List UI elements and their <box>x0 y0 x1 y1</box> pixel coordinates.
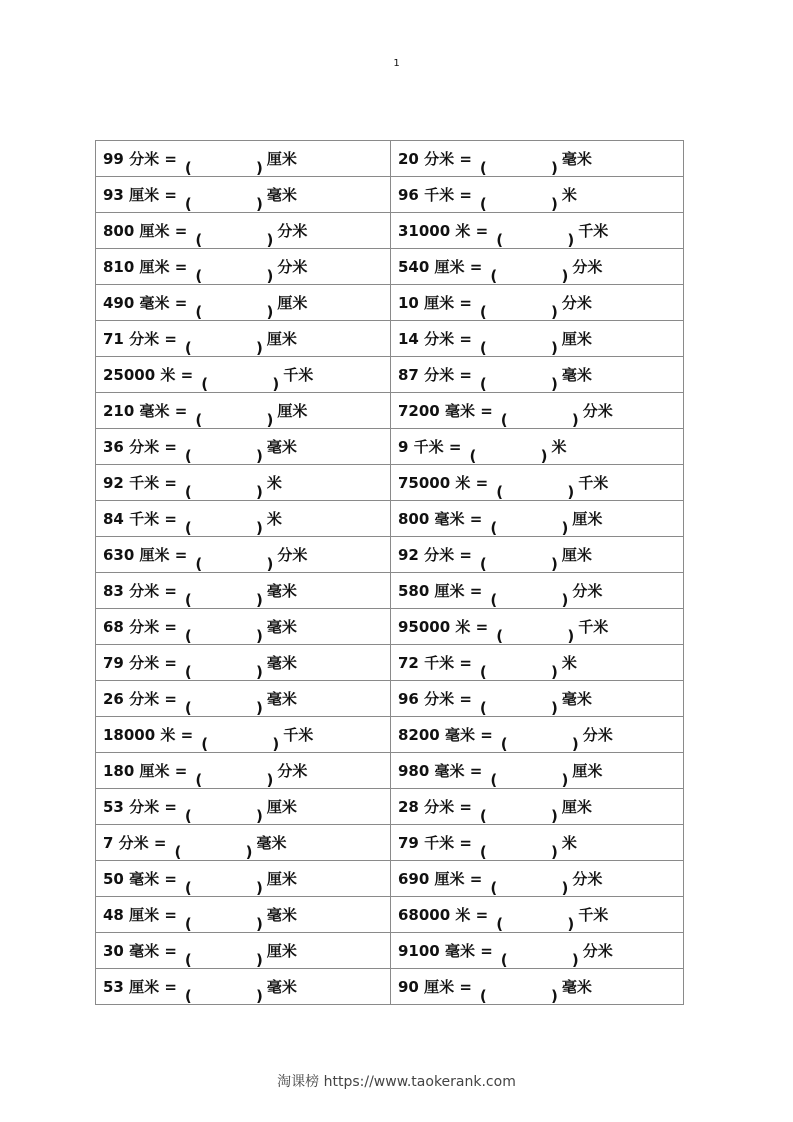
table-row <box>96 645 684 681</box>
close-paren: ) <box>256 590 263 609</box>
question-expression: 50 毫米 = <box>103 870 177 888</box>
close-paren: ) <box>266 266 274 285</box>
question-expression: 71 分米 = <box>103 330 177 348</box>
target-unit: 米 <box>561 834 577 852</box>
target-unit: 毫米 <box>266 978 297 996</box>
conversion-question <box>96 141 391 177</box>
open-paren: ( <box>500 950 508 969</box>
open-paren: ( <box>195 410 203 429</box>
close-paren: ) <box>551 338 558 357</box>
question-expression: 93 厘米 = <box>103 186 177 204</box>
close-paren: ) <box>551 986 558 1005</box>
close-paren: ) <box>571 950 579 969</box>
question-expression: 630 厘米 = <box>103 546 188 564</box>
open-paren: ( <box>201 734 209 753</box>
close-paren: ) <box>551 374 558 393</box>
question-expression: 53 分米 = <box>103 798 177 816</box>
open-paren: ( <box>479 194 487 213</box>
conversion-question <box>96 753 391 789</box>
question-expression: 48 厘米 = <box>103 906 177 924</box>
conversion-question <box>391 825 684 861</box>
open-paren: ( <box>490 878 498 897</box>
table-row <box>96 213 684 249</box>
question-expression: 10 厘米 = <box>398 294 472 312</box>
question-expression: 75000 米 = <box>398 474 489 492</box>
conversion-question <box>96 897 391 933</box>
conversion-question <box>96 285 391 321</box>
table-row <box>96 141 684 177</box>
open-paren: ( <box>184 158 192 177</box>
target-unit: 毫米 <box>266 654 297 672</box>
target-unit: 厘米 <box>561 546 592 564</box>
target-unit: 米 <box>266 510 282 528</box>
target-unit: 毫米 <box>256 834 287 852</box>
question-expression: 180 厘米 = <box>103 762 188 780</box>
table-row <box>96 609 684 645</box>
conversion-question <box>391 969 684 1005</box>
target-unit: 千米 <box>283 366 314 384</box>
question-expression: 800 厘米 = <box>103 222 188 240</box>
question-expression: 26 分米 = <box>103 690 177 708</box>
target-unit: 米 <box>561 654 577 672</box>
question-expression: 68000 米 = <box>398 906 489 924</box>
table-row <box>96 969 684 1005</box>
target-unit: 米 <box>551 438 567 456</box>
close-paren: ) <box>256 518 263 537</box>
table-row <box>96 753 684 789</box>
open-paren: ( <box>479 158 487 177</box>
open-paren: ( <box>195 554 203 573</box>
close-paren: ) <box>256 698 263 717</box>
target-unit: 毫米 <box>561 150 592 168</box>
close-paren: ) <box>571 734 579 753</box>
target-unit: 毫米 <box>561 690 592 708</box>
table-row <box>96 825 684 861</box>
open-paren: ( <box>184 482 192 501</box>
target-unit: 分米 <box>572 258 603 276</box>
table-row <box>96 573 684 609</box>
close-paren: ) <box>256 482 263 501</box>
conversion-question <box>391 609 684 645</box>
target-unit: 毫米 <box>266 186 297 204</box>
open-paren: ( <box>479 662 487 681</box>
target-unit: 毫米 <box>266 690 297 708</box>
table-row <box>96 681 684 717</box>
close-paren: ) <box>266 770 274 789</box>
conversion-question <box>96 393 391 429</box>
close-paren: ) <box>551 698 558 717</box>
close-paren: ) <box>561 878 569 897</box>
table-row <box>96 357 684 393</box>
open-paren: ( <box>184 194 192 213</box>
question-expression: 96 千米 = <box>398 186 472 204</box>
conversion-question <box>391 933 684 969</box>
target-unit: 千米 <box>578 906 609 924</box>
target-unit: 毫米 <box>561 978 592 996</box>
conversion-question <box>391 753 684 789</box>
close-paren: ) <box>256 338 263 357</box>
conversion-question <box>391 429 684 465</box>
conversion-question <box>96 537 391 573</box>
open-paren: ( <box>490 590 498 609</box>
close-paren: ) <box>561 590 569 609</box>
question-expression: 9 千米 = <box>398 438 462 456</box>
close-paren: ) <box>256 194 263 213</box>
close-paren: ) <box>567 230 575 249</box>
conversion-question <box>391 285 684 321</box>
target-unit: 厘米 <box>266 798 297 816</box>
close-paren: ) <box>272 374 280 393</box>
conversion-question <box>96 213 391 249</box>
close-paren: ) <box>266 410 274 429</box>
close-paren: ) <box>567 914 575 933</box>
open-paren: ( <box>479 698 487 717</box>
table-row <box>96 537 684 573</box>
close-paren: ) <box>561 770 569 789</box>
open-paren: ( <box>184 986 192 1005</box>
close-paren: ) <box>551 194 558 213</box>
conversion-question <box>96 717 391 753</box>
question-expression: 36 分米 = <box>103 438 177 456</box>
conversion-question <box>391 789 684 825</box>
question-expression: 800 毫米 = <box>398 510 483 528</box>
close-paren: ) <box>551 806 558 825</box>
question-expression: 68 分米 = <box>103 618 177 636</box>
open-paren: ( <box>500 410 508 429</box>
target-unit: 毫米 <box>266 582 297 600</box>
target-unit: 分米 <box>572 870 603 888</box>
table-row <box>96 321 684 357</box>
target-unit: 分米 <box>277 258 308 276</box>
conversion-question <box>96 645 391 681</box>
conversion-question <box>391 537 684 573</box>
target-unit: 千米 <box>578 474 609 492</box>
close-paren: ) <box>256 662 263 681</box>
open-paren: ( <box>184 338 192 357</box>
open-paren: ( <box>184 698 192 717</box>
conversion-question <box>96 249 391 285</box>
table-row <box>96 789 684 825</box>
conversion-question <box>96 321 391 357</box>
conversion-question <box>391 321 684 357</box>
conversion-question <box>96 825 391 861</box>
conversion-question <box>391 177 684 213</box>
conversion-question <box>96 609 391 645</box>
conversion-worksheet-table <box>95 140 684 1005</box>
conversion-question <box>96 789 391 825</box>
target-unit: 千米 <box>283 726 314 744</box>
question-expression: 31000 米 = <box>398 222 489 240</box>
close-paren: ) <box>256 626 263 645</box>
target-unit: 厘米 <box>266 150 297 168</box>
close-paren: ) <box>266 302 274 321</box>
close-paren: ) <box>256 950 263 969</box>
question-expression: 8200 毫米 = <box>398 726 493 744</box>
conversion-question <box>391 681 684 717</box>
question-expression: 79 分米 = <box>103 654 177 672</box>
table-row <box>96 717 684 753</box>
conversion-question <box>96 501 391 537</box>
target-unit: 厘米 <box>266 330 297 348</box>
open-paren: ( <box>195 770 203 789</box>
target-unit: 分米 <box>277 546 308 564</box>
close-paren: ) <box>256 446 263 465</box>
target-unit: 厘米 <box>266 870 297 888</box>
close-paren: ) <box>256 914 263 933</box>
question-expression: 7 分米 = <box>103 834 167 852</box>
close-paren: ) <box>551 158 558 177</box>
open-paren: ( <box>184 446 192 465</box>
question-expression: 87 分米 = <box>398 366 472 384</box>
close-paren: ) <box>571 410 579 429</box>
open-paren: ( <box>195 302 203 321</box>
table-row <box>96 285 684 321</box>
open-paren: ( <box>479 986 487 1005</box>
close-paren: ) <box>256 806 263 825</box>
close-paren: ) <box>551 302 558 321</box>
close-paren: ) <box>551 842 558 861</box>
open-paren: ( <box>174 842 182 861</box>
open-paren: ( <box>490 266 498 285</box>
conversion-question <box>391 141 684 177</box>
open-paren: ( <box>184 662 192 681</box>
table-row <box>96 861 684 897</box>
conversion-question <box>391 861 684 897</box>
question-expression: 83 分米 = <box>103 582 177 600</box>
table-row <box>96 393 684 429</box>
conversion-question <box>96 357 391 393</box>
open-paren: ( <box>184 626 192 645</box>
conversion-question <box>96 177 391 213</box>
open-paren: ( <box>496 230 504 249</box>
target-unit: 分米 <box>561 294 592 312</box>
open-paren: ( <box>479 554 487 573</box>
close-paren: ) <box>256 158 263 177</box>
table-row <box>96 177 684 213</box>
open-paren: ( <box>479 302 487 321</box>
close-paren: ) <box>567 482 575 501</box>
question-expression: 92 千米 = <box>103 474 177 492</box>
target-unit: 米 <box>266 474 282 492</box>
question-expression: 53 厘米 = <box>103 978 177 996</box>
question-expression: 30 毫米 = <box>103 942 177 960</box>
target-unit: 毫米 <box>561 366 592 384</box>
target-unit: 毫米 <box>266 906 297 924</box>
target-unit: 千米 <box>578 618 609 636</box>
target-unit: 厘米 <box>561 330 592 348</box>
conversion-question <box>96 969 391 1005</box>
conversion-question <box>391 357 684 393</box>
question-expression: 99 分米 = <box>103 150 177 168</box>
target-unit: 厘米 <box>266 942 297 960</box>
question-expression: 90 厘米 = <box>398 978 472 996</box>
close-paren: ) <box>567 626 575 645</box>
conversion-question <box>96 681 391 717</box>
question-expression: 20 分米 = <box>398 150 472 168</box>
table-row <box>96 933 684 969</box>
question-expression: 980 毫米 = <box>398 762 483 780</box>
table-row <box>96 249 684 285</box>
open-paren: ( <box>184 806 192 825</box>
question-expression: 810 厘米 = <box>103 258 188 276</box>
target-unit: 分米 <box>277 222 308 240</box>
conversion-question <box>391 213 684 249</box>
table-row <box>96 501 684 537</box>
target-unit: 分米 <box>582 402 613 420</box>
question-expression: 18000 米 = <box>103 726 194 744</box>
conversion-question <box>96 573 391 609</box>
question-expression: 95000 米 = <box>398 618 489 636</box>
question-expression: 580 厘米 = <box>398 582 483 600</box>
close-paren: ) <box>266 554 274 573</box>
conversion-question <box>96 861 391 897</box>
open-paren: ( <box>496 482 504 501</box>
open-paren: ( <box>184 878 192 897</box>
close-paren: ) <box>551 662 558 681</box>
question-expression: 25000 米 = <box>103 366 194 384</box>
conversion-question <box>96 429 391 465</box>
table-row <box>96 465 684 501</box>
close-paren: ) <box>256 878 263 897</box>
open-paren: ( <box>184 518 192 537</box>
open-paren: ( <box>490 518 498 537</box>
open-paren: ( <box>479 806 487 825</box>
target-unit: 厘米 <box>277 402 308 420</box>
open-paren: ( <box>496 626 504 645</box>
open-paren: ( <box>500 734 508 753</box>
page-number: 1 <box>393 58 400 69</box>
question-expression: 96 分米 = <box>398 690 472 708</box>
target-unit: 毫米 <box>266 618 297 636</box>
target-unit: 分米 <box>572 582 603 600</box>
conversion-question <box>391 573 684 609</box>
target-unit: 米 <box>561 186 577 204</box>
table-row <box>96 429 684 465</box>
open-paren: ( <box>184 950 192 969</box>
open-paren: ( <box>496 914 504 933</box>
target-unit: 厘米 <box>572 762 603 780</box>
open-paren: ( <box>479 338 487 357</box>
open-paren: ( <box>479 842 487 861</box>
target-unit: 毫米 <box>266 438 297 456</box>
close-paren: ) <box>266 230 274 249</box>
open-paren: ( <box>479 374 487 393</box>
question-expression: 690 厘米 = <box>398 870 483 888</box>
close-paren: ) <box>245 842 253 861</box>
question-expression: 210 毫米 = <box>103 402 188 420</box>
target-unit: 厘米 <box>277 294 308 312</box>
question-expression: 7200 毫米 = <box>398 402 493 420</box>
close-paren: ) <box>540 446 548 465</box>
open-paren: ( <box>184 590 192 609</box>
conversion-question <box>391 393 684 429</box>
conversion-question <box>391 897 684 933</box>
close-paren: ) <box>561 266 569 285</box>
question-expression: 14 分米 = <box>398 330 472 348</box>
target-unit: 分米 <box>582 726 613 744</box>
conversion-question <box>391 645 684 681</box>
conversion-question <box>391 465 684 501</box>
conversion-question <box>96 465 391 501</box>
close-paren: ) <box>551 554 558 573</box>
open-paren: ( <box>195 230 203 249</box>
question-expression: 28 分米 = <box>398 798 472 816</box>
target-unit: 厘米 <box>561 798 592 816</box>
conversion-question <box>96 933 391 969</box>
open-paren: ( <box>184 914 192 933</box>
table-row <box>96 897 684 933</box>
conversion-question <box>391 501 684 537</box>
close-paren: ) <box>272 734 280 753</box>
conversion-question <box>391 249 684 285</box>
open-paren: ( <box>201 374 209 393</box>
target-unit: 分米 <box>582 942 613 960</box>
close-paren: ) <box>256 986 263 1005</box>
open-paren: ( <box>195 266 203 285</box>
target-unit: 千米 <box>578 222 609 240</box>
close-paren: ) <box>561 518 569 537</box>
target-unit: 厘米 <box>572 510 603 528</box>
question-expression: 72 千米 = <box>398 654 472 672</box>
question-expression: 92 分米 = <box>398 546 472 564</box>
conversion-question <box>391 717 684 753</box>
target-unit: 分米 <box>277 762 308 780</box>
open-paren: ( <box>490 770 498 789</box>
footer-watermark: 淘课榜 https://www.taokerank.com <box>277 1074 516 1090</box>
question-expression: 79 千米 = <box>398 834 472 852</box>
open-paren: ( <box>469 446 477 465</box>
question-expression: 9100 毫米 = <box>398 942 493 960</box>
question-expression: 84 千米 = <box>103 510 177 528</box>
question-expression: 490 毫米 = <box>103 294 188 312</box>
question-expression: 540 厘米 = <box>398 258 483 276</box>
